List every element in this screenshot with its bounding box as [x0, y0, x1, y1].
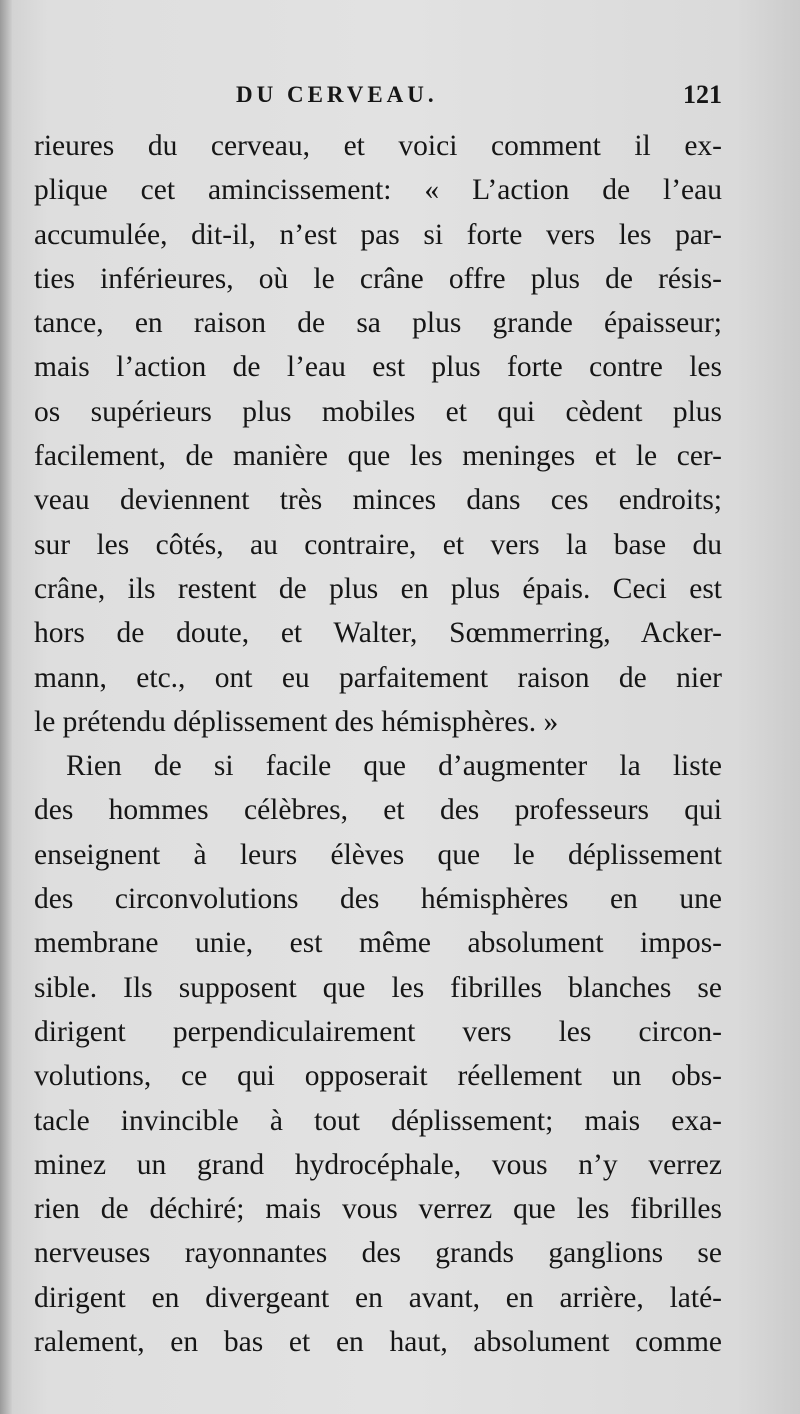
- text-line: ralement, en bas et en haut, absolument comme: [34, 1326, 722, 1359]
- page-header: [36, 78, 722, 118]
- text-line: le prétendu déplissement des hémisphères. »: [34, 705, 559, 738]
- text-line: minez un grand hydrocéphale, vous n’y verrez: [34, 1148, 722, 1181]
- text-line: dirigent en divergeant en avant, en arrière, laté-: [34, 1281, 722, 1314]
- text-line: hors de doute, et Walter, Sœmmerring, Acker-: [34, 617, 722, 650]
- text-line: ties inférieures, où le crâne offre plus de résis-: [34, 262, 722, 295]
- text-line: Rien de si facile que d’augmenter la liste: [66, 750, 722, 783]
- text-line: enseignent à leurs élèves que le déplissement: [34, 838, 722, 871]
- text-line: nerveuses rayonnantes des grands ganglions se: [34, 1237, 722, 1270]
- text-line: mais l’action de l’eau est plus forte contre les: [34, 351, 722, 384]
- text-line: sible. Ils supposent que les fibrilles blanches se: [34, 971, 722, 1004]
- text-line: accumulée, dit-il, n’est pas si forte vers les par-: [34, 218, 722, 251]
- text-line: facilement, de manière que les meninges et le cer-: [34, 440, 722, 473]
- text-line: veau deviennent très minces dans ces endroits;: [34, 484, 722, 517]
- text-line: os supérieurs plus mobiles et qui cèdent plus: [34, 395, 722, 428]
- text-line: des circonvolutions des hémisphères en une: [34, 883, 722, 916]
- page-number: 121: [683, 80, 722, 109]
- running-title: DU CERVEAU.: [236, 82, 438, 107]
- body-text: [34, 124, 722, 1364]
- text-line: membrane unie, est même absolument impos-: [34, 927, 722, 960]
- text-line: tance, en raison de sa plus grande épaisseur;: [34, 307, 722, 340]
- page-binding-edge: [0, 0, 12, 1414]
- text-line: sur les côtés, au contraire, et vers la base du: [34, 528, 722, 561]
- text-line: mann, etc., ont eu parfaitement raison de nier: [34, 661, 722, 694]
- text-line: dirigent perpendiculairement vers les circon-: [34, 1015, 722, 1048]
- text-line: volutions, ce qui opposerait réellement un obs-: [34, 1060, 722, 1093]
- text-line: rien de déchiré; mais vous verrez que les fibrilles: [34, 1193, 722, 1226]
- text-line: des hommes célèbres, et des professeurs qui: [34, 794, 722, 827]
- text-line: plique cet amincissement: « L’action de l’eau: [34, 174, 722, 207]
- text-line: tacle invincible à tout déplissement; mais exa-: [34, 1104, 722, 1137]
- text-line: crâne, ils restent de plus en plus épais. Ceci est: [34, 572, 722, 605]
- text-line: rieures du cerveau, et voici comment il ex-: [34, 130, 722, 162]
